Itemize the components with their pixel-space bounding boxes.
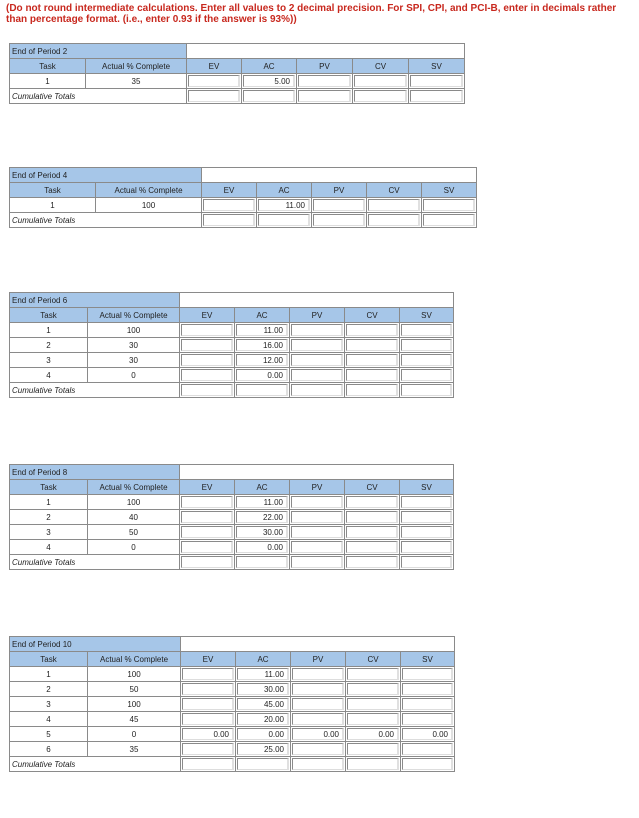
header-pct: Actual % Complete: [88, 480, 180, 495]
header-ev: EV: [187, 59, 242, 74]
task-number: 4: [10, 368, 88, 383]
cv-input[interactable]: [346, 339, 398, 351]
ac-value: 0.00: [236, 369, 288, 381]
header-pv: PV: [291, 652, 346, 667]
period-title: End of Period 6: [10, 293, 180, 308]
pv-input[interactable]: [313, 199, 365, 211]
sv-input[interactable]: [410, 75, 463, 87]
pct-value: 30: [88, 353, 180, 368]
cv-input[interactable]: [347, 743, 399, 755]
ac-value: 0.00: [237, 728, 289, 740]
sv-input[interactable]: [402, 698, 453, 710]
table-row: [10, 368, 454, 383]
sv-input[interactable]: [423, 199, 475, 211]
pv-input[interactable]: [292, 713, 344, 725]
header-task: Task: [10, 59, 86, 74]
pct-value: 40: [88, 510, 180, 525]
ev-input[interactable]: [181, 339, 233, 351]
header-sv: SV: [401, 652, 455, 667]
ac-total-input[interactable]: [258, 214, 310, 226]
pct-value: 0: [88, 540, 180, 555]
task-number: 3: [10, 525, 88, 540]
cv-total-input[interactable]: [346, 384, 398, 396]
table-row: [10, 323, 454, 338]
sv-input[interactable]: [401, 354, 452, 366]
pv-total-input[interactable]: [291, 384, 343, 396]
header-ac: AC: [242, 59, 297, 74]
table-row: [10, 338, 454, 353]
task-number: 2: [10, 682, 88, 697]
period-4-table: [9, 167, 477, 228]
cv-input[interactable]: [347, 713, 399, 725]
ev-input[interactable]: [188, 75, 240, 87]
cv-total-input[interactable]: [347, 758, 399, 770]
ac-value: 30.00: [237, 683, 289, 695]
period-6-table: [9, 292, 454, 398]
period-8-table: [9, 464, 454, 570]
sv-input[interactable]: [401, 526, 452, 538]
table-row: [10, 495, 454, 510]
header-cv: CV: [345, 480, 400, 495]
sv-input[interactable]: [401, 511, 452, 523]
table-row: [10, 525, 454, 540]
pv-input[interactable]: [298, 75, 351, 87]
header-ac: AC: [235, 308, 290, 323]
ev-input[interactable]: [182, 698, 234, 710]
table-row: [10, 667, 455, 682]
cv-input[interactable]: [346, 511, 398, 523]
header-ac: AC: [235, 480, 290, 495]
task-number: 5: [10, 727, 88, 742]
ac-total-input[interactable]: [236, 556, 288, 568]
ev-total-input[interactable]: [188, 90, 240, 102]
header-task: Task: [10, 183, 96, 198]
pct-value: 100: [88, 667, 181, 682]
ac-value: 30.00: [236, 526, 288, 538]
cumulative-label: Cumulative Totals: [10, 757, 181, 772]
sv-total-input[interactable]: [401, 384, 452, 396]
ev-input[interactable]: [181, 354, 233, 366]
header-cv: CV: [345, 308, 400, 323]
sv-total-input[interactable]: [423, 214, 475, 226]
sv-input[interactable]: [401, 496, 452, 508]
period-title: End of Period 8: [10, 465, 180, 480]
task-number: 3: [10, 353, 88, 368]
cv-total-input[interactable]: [346, 556, 398, 568]
task-number: 1: [10, 198, 96, 213]
pv-input[interactable]: [292, 668, 344, 680]
header-sv: SV: [400, 308, 454, 323]
period-title: End of Period 10: [10, 637, 181, 652]
ac-value: 12.00: [236, 354, 288, 366]
sv-total-input[interactable]: [401, 556, 452, 568]
header-task: Task: [10, 652, 88, 667]
pct-value: 100: [88, 697, 181, 712]
cv-input[interactable]: [347, 698, 399, 710]
ev-value: 0.00: [182, 728, 234, 740]
header-ev: EV: [180, 480, 235, 495]
table-row: [10, 74, 465, 89]
table-row: [10, 540, 454, 555]
table-row: [10, 712, 455, 727]
ev-total-input[interactable]: [182, 758, 234, 770]
task-number: 1: [10, 667, 88, 682]
header-task: Task: [10, 308, 88, 323]
task-number: 4: [10, 712, 88, 727]
task-number: 4: [10, 540, 88, 555]
cumulative-label: Cumulative Totals: [10, 383, 180, 398]
sv-input[interactable]: [401, 541, 452, 553]
task-number: 6: [10, 742, 88, 757]
header-ev: EV: [180, 308, 235, 323]
cv-input[interactable]: [346, 526, 398, 538]
cv-total-input[interactable]: [354, 90, 407, 102]
ac-total-input[interactable]: [237, 758, 289, 770]
table-row: [10, 353, 454, 368]
header-sv: SV: [422, 183, 477, 198]
ac-value: 11.00: [236, 496, 288, 508]
ev-input[interactable]: [181, 369, 233, 381]
ev-total-input[interactable]: [181, 556, 233, 568]
ev-input[interactable]: [181, 511, 233, 523]
header-pv: PV: [290, 480, 345, 495]
cumulative-row: [10, 757, 455, 772]
table-row: [10, 198, 477, 213]
cv-input[interactable]: [354, 75, 407, 87]
instructions-text: (Do not round intermediate calculations. Enter all values to 2 decimal precision. For SPI, CPI, and PCI-B, enter in decimals rather than percentage format. (i.e., enter 0.93 if the answer is 93%)): [6, 3, 617, 25]
pv-input[interactable]: [291, 511, 343, 523]
ac-total-input[interactable]: [243, 90, 295, 102]
sv-input[interactable]: [401, 324, 452, 336]
task-number: 1: [10, 495, 88, 510]
header-task: Task: [10, 480, 88, 495]
pct-value: 30: [88, 338, 180, 353]
ac-value: 11.00: [258, 199, 310, 211]
cv-input[interactable]: [346, 324, 398, 336]
pct-value: 50: [88, 682, 181, 697]
sv-total-input[interactable]: [402, 758, 453, 770]
header-cv: CV: [367, 183, 422, 198]
task-number: 1: [10, 74, 86, 89]
cumulative-row: [10, 89, 465, 104]
ev-total-input[interactable]: [181, 384, 233, 396]
period-title: End of Period 2: [10, 44, 187, 59]
pct-value: 35: [86, 74, 187, 89]
cv-input[interactable]: [346, 369, 398, 381]
ac-value: 11.00: [236, 324, 288, 336]
sv-input[interactable]: [402, 683, 453, 695]
header-ac: AC: [257, 183, 312, 198]
ev-input[interactable]: [181, 324, 233, 336]
pv-input[interactable]: [292, 698, 344, 710]
pct-value: 45: [88, 712, 181, 727]
pct-value: 100: [88, 323, 180, 338]
header-pct: Actual % Complete: [88, 652, 181, 667]
pv-input[interactable]: [291, 324, 343, 336]
header-pct: Actual % Complete: [88, 308, 180, 323]
pv-total-input[interactable]: [292, 758, 344, 770]
pv-input[interactable]: [292, 683, 344, 695]
pct-value: 0: [88, 727, 181, 742]
ev-input[interactable]: [182, 683, 234, 695]
task-number: 1: [10, 323, 88, 338]
ac-value: 16.00: [236, 339, 288, 351]
header-ac: AC: [236, 652, 291, 667]
cumulative-row: [10, 383, 454, 398]
pv-input[interactable]: [291, 541, 343, 553]
cv-input[interactable]: [347, 683, 399, 695]
pv-input[interactable]: [291, 369, 343, 381]
cv-input[interactable]: [346, 496, 398, 508]
cumulative-label: Cumulative Totals: [10, 555, 180, 570]
pv-total-input[interactable]: [291, 556, 343, 568]
pct-value: 100: [96, 198, 202, 213]
ev-input[interactable]: [182, 743, 234, 755]
pv-value: 0.00: [292, 728, 344, 740]
ac-value: 5.00: [243, 75, 295, 87]
sv-input[interactable]: [402, 713, 453, 725]
pct-value: 35: [88, 742, 181, 757]
table-row: [10, 742, 455, 757]
header-ev: EV: [181, 652, 236, 667]
pct-value: 0: [88, 368, 180, 383]
period-title: End of Period 4: [10, 168, 202, 183]
header-ev: EV: [202, 183, 257, 198]
header-pv: PV: [312, 183, 367, 198]
pv-input[interactable]: [292, 743, 344, 755]
header-pv: PV: [290, 308, 345, 323]
header-sv: SV: [400, 480, 454, 495]
sv-input[interactable]: [402, 743, 453, 755]
pv-total-input[interactable]: [313, 214, 365, 226]
pv-input[interactable]: [291, 526, 343, 538]
ev-total-input[interactable]: [203, 214, 255, 226]
ev-input[interactable]: [182, 713, 234, 725]
header-pct: Actual % Complete: [86, 59, 187, 74]
cv-total-input[interactable]: [368, 214, 420, 226]
cv-input[interactable]: [368, 199, 420, 211]
cumulative-row: [10, 213, 477, 228]
period-10-table: [9, 636, 455, 772]
header-cv: CV: [353, 59, 409, 74]
ev-input[interactable]: [181, 541, 233, 553]
cv-input[interactable]: [346, 541, 398, 553]
cumulative-label: Cumulative Totals: [10, 213, 202, 228]
sv-total-input[interactable]: [410, 90, 463, 102]
sv-value: 0.00: [402, 728, 453, 740]
sv-input[interactable]: [401, 339, 452, 351]
ev-input[interactable]: [182, 668, 234, 680]
pv-total-input[interactable]: [298, 90, 351, 102]
header-sv: SV: [409, 59, 465, 74]
table-row: [10, 682, 455, 697]
cv-input[interactable]: [346, 354, 398, 366]
ev-input[interactable]: [181, 526, 233, 538]
pv-input[interactable]: [291, 339, 343, 351]
ac-value: 25.00: [237, 743, 289, 755]
cumulative-row: [10, 555, 454, 570]
cv-value: 0.00: [347, 728, 399, 740]
ac-value: 20.00: [237, 713, 289, 725]
table-row: [10, 510, 454, 525]
ac-value: 0.00: [236, 541, 288, 553]
table-row: [10, 727, 455, 742]
cv-input[interactable]: [347, 668, 399, 680]
header-pct: Actual % Complete: [96, 183, 202, 198]
pv-input[interactable]: [291, 354, 343, 366]
task-number: 2: [10, 510, 88, 525]
cumulative-label: Cumulative Totals: [10, 89, 187, 104]
header-cv: CV: [346, 652, 401, 667]
ac-total-input[interactable]: [236, 384, 288, 396]
ac-value: 22.00: [236, 511, 288, 523]
pct-value: 50: [88, 525, 180, 540]
ac-value: 11.00: [237, 668, 289, 680]
table-row: [10, 697, 455, 712]
task-number: 3: [10, 697, 88, 712]
task-number: 2: [10, 338, 88, 353]
period-2-table: [9, 43, 465, 104]
ev-input[interactable]: [203, 199, 255, 211]
pct-value: 100: [88, 495, 180, 510]
sv-input[interactable]: [402, 668, 453, 680]
ac-value: 45.00: [237, 698, 289, 710]
ev-input[interactable]: [181, 496, 233, 508]
header-pv: PV: [297, 59, 353, 74]
sv-input[interactable]: [401, 369, 452, 381]
pv-input[interactable]: [291, 496, 343, 508]
